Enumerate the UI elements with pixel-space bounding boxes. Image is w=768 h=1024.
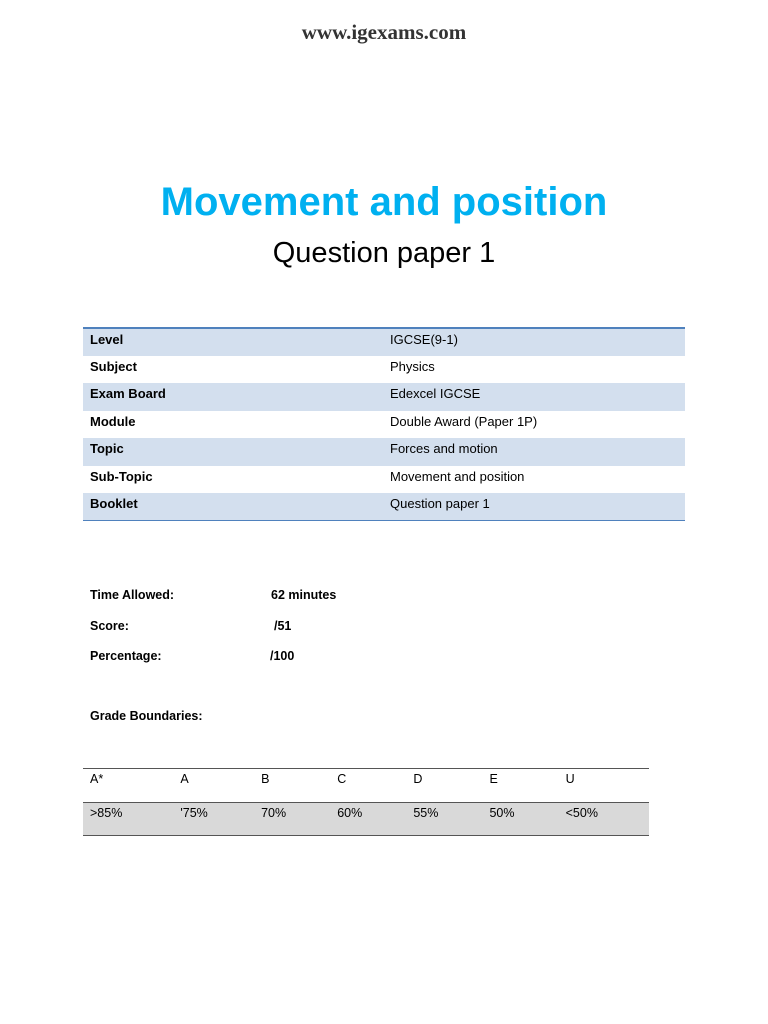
time-allowed-value: 62 minutes — [271, 588, 337, 602]
info-table — [83, 327, 685, 521]
time-allowed-label: Time Allowed: — [90, 588, 175, 602]
score-label: Score: — [90, 619, 129, 633]
grade-boundaries-label: Grade Boundaries: — [90, 709, 203, 723]
info-value: Forces and motion — [383, 438, 685, 466]
score-value: /51 — [274, 619, 292, 633]
info-row-subject — [83, 356, 685, 384]
grade-boundary: <50% — [559, 803, 649, 836]
grade-boundary: 70% — [254, 803, 330, 836]
grade-letter: C — [337, 772, 347, 786]
grade-letter: B — [261, 772, 270, 786]
info-value: Double Award (Paper 1P) — [390, 413, 538, 429]
info-row-sub-topic — [83, 466, 685, 494]
grade-boundary: >85% — [83, 803, 173, 836]
info-row-level — [83, 328, 685, 356]
info-value: Physics — [390, 358, 435, 374]
grade-letter: E — [489, 772, 498, 786]
percentage-label: Percentage: — [90, 649, 162, 663]
info-label: Level — [83, 328, 383, 356]
info-label: Subject — [90, 358, 137, 374]
grade-letters-row — [83, 769, 649, 803]
info-row-booklet — [83, 493, 685, 521]
grade-letter: A* — [90, 772, 104, 786]
info-label: Exam Board — [83, 383, 383, 411]
grade-boundary: 55% — [406, 803, 482, 836]
grade-boundary: 60% — [330, 803, 406, 836]
info-value: Movement and position — [390, 468, 525, 484]
grade-boundary: 50% — [482, 803, 558, 836]
info-value: Question paper 1 — [383, 493, 685, 521]
info-label: Topic — [83, 438, 383, 466]
info-label: Sub-Topic — [90, 468, 153, 484]
info-row-module — [83, 411, 685, 439]
grade-letter: A — [180, 772, 189, 786]
info-value: Edexcel IGCSE — [383, 383, 685, 411]
info-label: Module — [90, 413, 136, 429]
document-title: Movement and position — [160, 180, 608, 224]
info-row-topic — [83, 438, 685, 466]
grade-letter: D — [413, 772, 423, 786]
percentage-value: /100 — [270, 649, 295, 663]
site-url: www.igexams.com — [301, 20, 467, 44]
grade-letter: U — [565, 772, 575, 786]
grade-boundaries-table — [83, 768, 649, 836]
info-label: Booklet — [83, 493, 383, 521]
info-value: IGCSE(9-1) — [383, 328, 685, 356]
info-row-exam-board — [83, 383, 685, 411]
grade-boundaries-row-values — [83, 803, 649, 836]
document-subtitle: Question paper 1 — [272, 237, 496, 269]
grade-boundary: '75% — [173, 803, 254, 836]
